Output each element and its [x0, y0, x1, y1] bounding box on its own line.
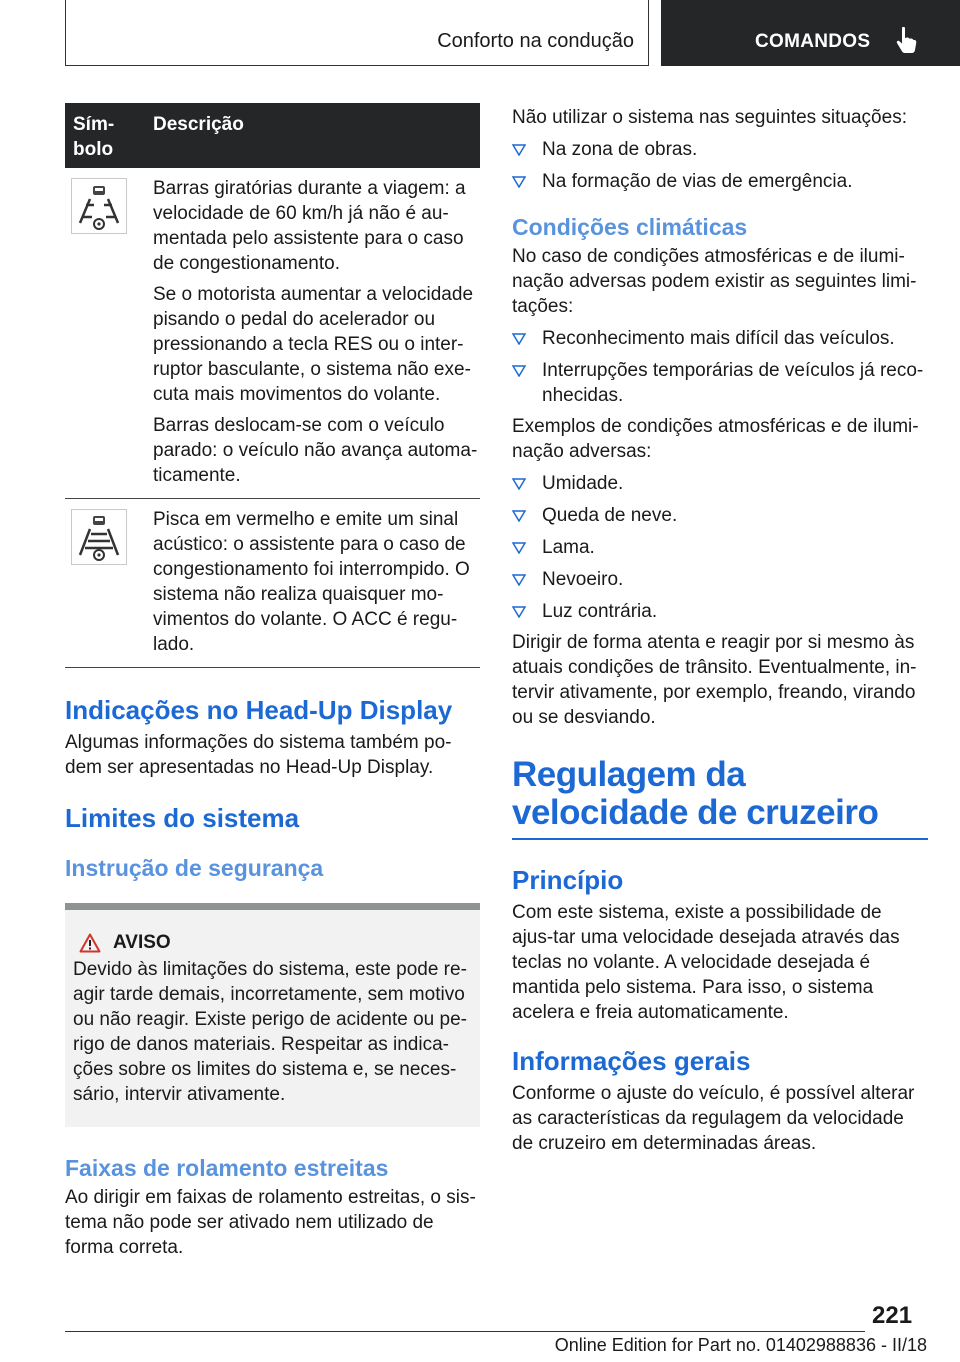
cruise-section-title-block: [512, 756, 928, 840]
steering-assist-interrupted-icon: [71, 509, 127, 565]
warning-text: Devido às limitações do sistema, este pode re-agir tarde demais, incorretamente, sem motivo ou não reagir. Existe perigo de acidente ou pe-rigo de danos materiais. Respeitar as indica-ções sobre os limites do sistema e, se neces-sário, intervir ativamente.: [73, 959, 467, 1105]
symbol-table-header: [65, 103, 480, 168]
list-item: Luz contrária.: [512, 599, 928, 624]
description-paragraph: Se o motorista aumentar a velocidade pisando o pedal do acelerador ou pressionando a tecla RES ou o inter-ruptor basculante, o sistema não exe-cuta mais movimentos do volante.: [153, 284, 474, 405]
general-info-paragraph: Conforme o ajuste do veículo, é possível alterar as características da regulagem da velocidade de cruzeiro em determinadas áreas.: [512, 1083, 915, 1154]
bullet-arrow-icon: [512, 478, 526, 490]
hand-pointer-icon: [895, 26, 917, 54]
drive-attentively-paragraph: Dirigir de forma atenta e reagir por si mesmo às atuais condições de trânsito. Eventualmente, in-tervir ativamente, por exemplo, freando, virando ou se desviando.: [512, 632, 917, 728]
general-info-heading: Informações gerais: [512, 1046, 751, 1076]
list-item: Interrupções temporárias de veículos já reco-nhecidas.: [512, 358, 928, 408]
warning-box: [65, 903, 480, 1127]
bullet-arrow-icon: [512, 144, 526, 156]
left-column: [65, 103, 480, 1260]
system-limits-heading: Limites do sistema: [65, 803, 300, 833]
description-paragraph: Barras giratórias durante a viagem: a velocidade de 60 km/h já não é au-mentada pelo assistente para o caso de congestionamento.: [153, 178, 466, 274]
right-column: [512, 103, 928, 1156]
climate-paragraph: No caso de condições atmosféricas e de ilumi-nação adversas podem existir as seguintes limi-tações:: [512, 246, 917, 317]
list-item: Lama.: [512, 535, 928, 560]
bullet-arrow-icon: [512, 176, 526, 188]
table-row: [65, 168, 480, 499]
warning-triangle-icon: [79, 933, 101, 953]
narrow-lanes-heading: Faixas de rolamento estreitas: [65, 1155, 389, 1181]
hud-heading: Indicações no Head-Up Display: [65, 695, 453, 725]
limitations-list: [512, 326, 928, 408]
climate-heading: Condições climáticas: [512, 214, 748, 240]
header-section-title: Conforto na condução: [437, 30, 634, 52]
bullet-arrow-icon: [512, 542, 526, 554]
situations-list: [512, 137, 928, 194]
warning-label: AVISO: [113, 932, 171, 953]
cruise-control-heading: Regulagem da velocidade de cruzeiro: [512, 755, 879, 832]
list-item: Na formação de vias de emergência.: [512, 169, 928, 194]
header-chapter-title: COMANDOS: [755, 31, 871, 52]
list-item: Umidade.: [512, 471, 928, 496]
list-item: Na zona de obras.: [512, 137, 928, 162]
bullet-arrow-icon: [512, 333, 526, 345]
principle-heading: Princípio: [512, 865, 624, 895]
row-description: [153, 499, 480, 667]
bullet-arrow-icon: [512, 510, 526, 522]
examples-list: [512, 471, 928, 624]
narrow-lanes-paragraph: Ao dirigir em faixas de rolamento estreitas, o sis-tema não pode ser ativado nem utilizado de forma correta.: [65, 1187, 476, 1258]
examples-paragraph: Exemplos de condições atmosféricas e de ilumi-nação adversas:: [512, 416, 919, 462]
situations-intro: Não utilizar o sistema nas seguintes situações:: [512, 107, 907, 128]
description-paragraph: Pisca em vermelho e emite um sinal acústico: o assistente para o caso de congestionamento foi interrompido. O sistema não realiza quaisquer mo-vimentos do volante. O ACC é regu-lado.: [153, 509, 470, 655]
description-paragraph: Barras deslocam-se com o veículo parado: o veículo não avança automa-ticamente.: [153, 415, 478, 486]
steering-assist-bars-icon: [71, 178, 127, 234]
list-item: Queda de neve.: [512, 503, 928, 528]
warning-title: [73, 930, 472, 955]
bullet-arrow-icon: [512, 574, 526, 586]
header-chapter-tab[interactable]: [661, 0, 960, 66]
column-description-header: Descrição: [153, 114, 244, 135]
bullet-arrow-icon: [512, 365, 526, 377]
header-section-box: [65, 0, 649, 66]
footer-edition: Online Edition for Part no. 01402988836 - II/18: [554, 1335, 927, 1355]
row-description: [153, 168, 480, 498]
table-row: [65, 499, 480, 668]
page-number: 221: [872, 1302, 913, 1329]
safety-instruction-heading: Instrução de segurança: [65, 855, 324, 881]
hud-paragraph: Algumas informações do sistema também po-dem ser apresentadas no Head-Up Display.: [65, 732, 452, 778]
column-symbol-header: Sím- bolo: [73, 114, 115, 160]
footer-divider: [65, 1331, 865, 1332]
bullet-arrow-icon: [512, 606, 526, 618]
list-item: Nevoeiro.: [512, 567, 928, 592]
list-item: Reconhecimento mais difícil das veículos.: [512, 326, 928, 351]
principle-paragraph: Com este sistema, existe a possibilidade de ajus-tar uma velocidade desejada através das teclas no volante. A velocidade desejada é mantida pelo sistema. Para isso, o sistema acelera e freia automaticamente.: [512, 902, 900, 1023]
